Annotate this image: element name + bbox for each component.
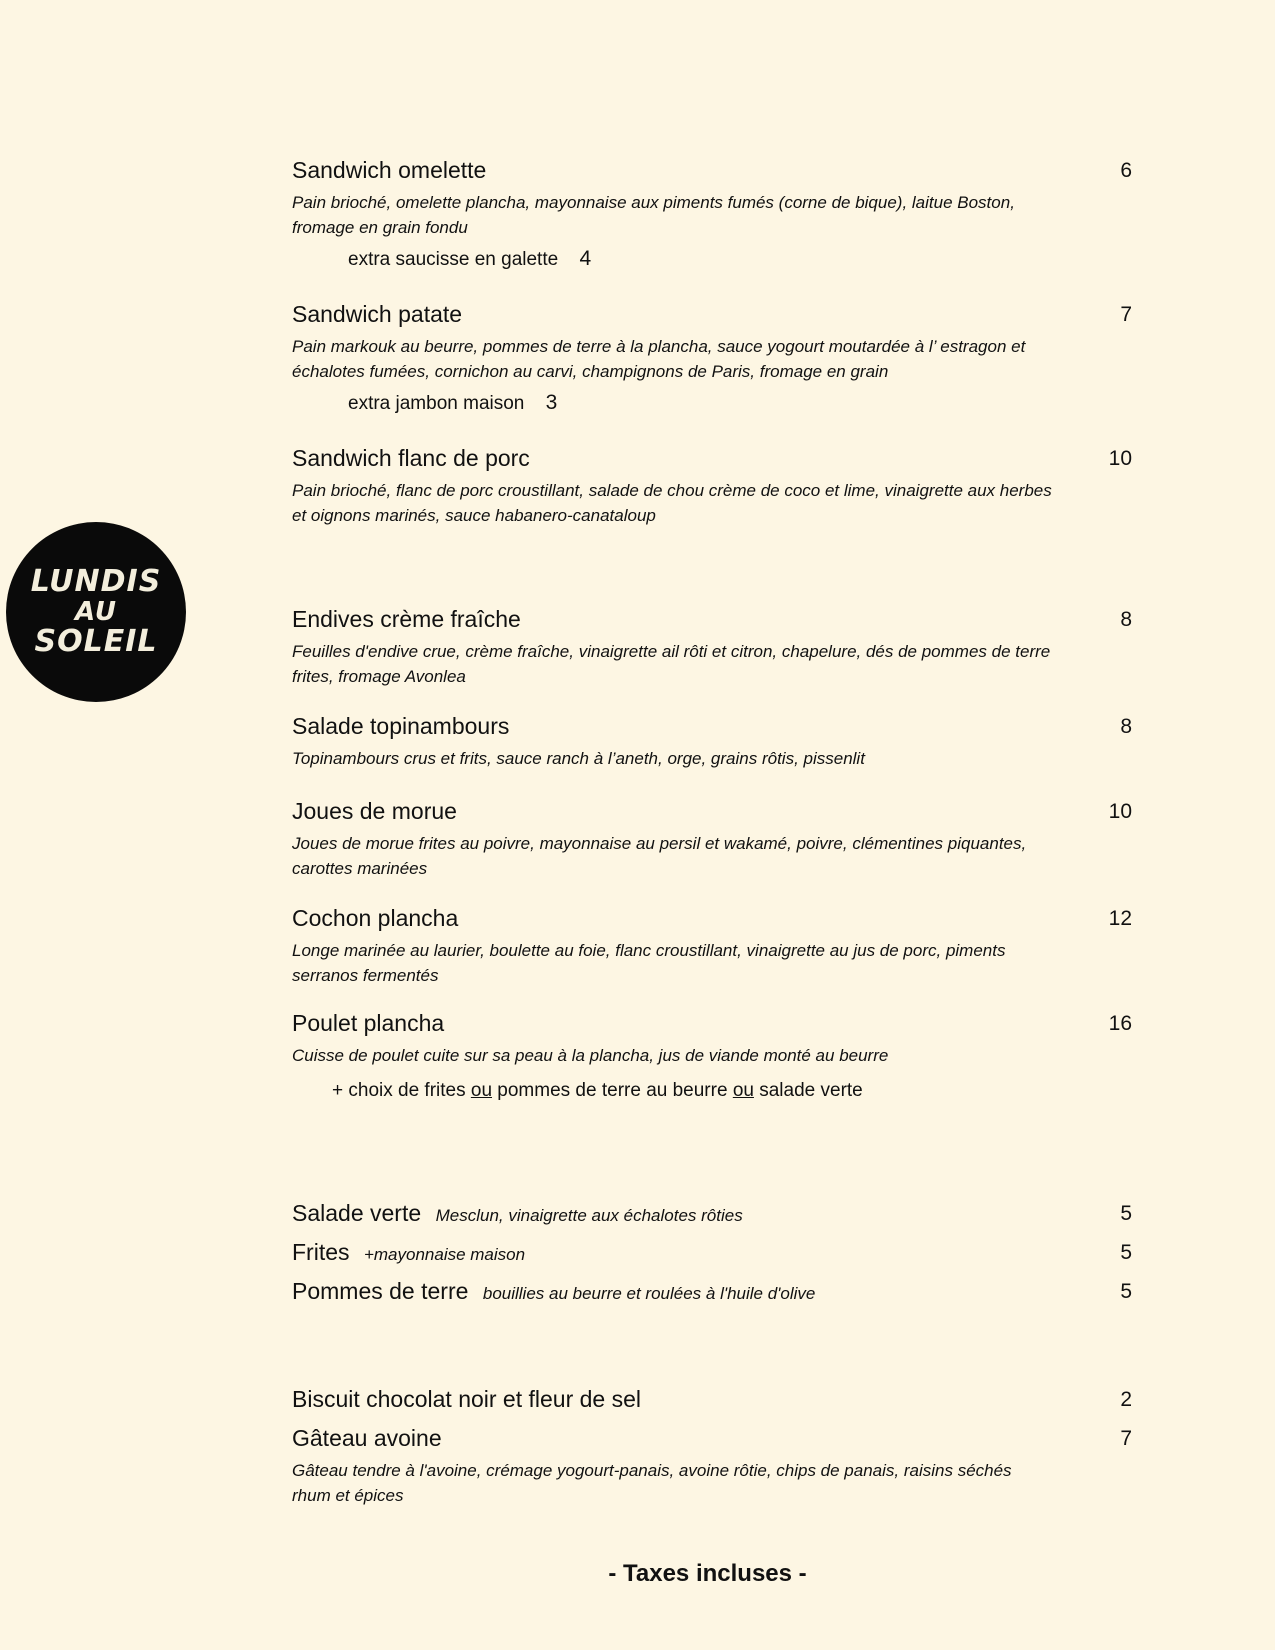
choice-suffix: salade verte (759, 1080, 863, 1101)
extra-label: extra jambon maison (348, 393, 525, 414)
item-price: 8 (1120, 715, 1132, 738)
menu-item-sandwich-flanc-de-porc (292, 444, 1132, 528)
logo-line-3: SOLEIL (34, 624, 158, 659)
choice-or-2: ou (732, 1080, 754, 1101)
item-name: Frites (292, 1239, 350, 1265)
item-name: Sandwich patate (292, 301, 463, 327)
item-description: Gâteau tendre à l'avoine, crémage yogourt-panais, avoine rôtie, chips de panais, raisins séchés rhum et épices (292, 1461, 1012, 1505)
item-description: Topinambours crus et frits, sauce ranch à l’aneth, orge, grains rôtis, pissenlit (292, 749, 865, 768)
menu-item-poulet-plancha (292, 1009, 1132, 1104)
item-extra (348, 390, 1132, 417)
dessert-item-gateau-avoine (292, 1424, 1132, 1508)
item-description: Feuilles d'endive crue, crème fraîche, vinaigrette ail rôti et citron, chapelure, dés de pommes de terre frites, fromage Avonlea (292, 642, 1051, 686)
menu-item-endives (292, 605, 1132, 689)
item-price: 7 (1120, 1427, 1132, 1450)
item-price: 10 (1108, 447, 1132, 470)
item-price: 16 (1108, 1012, 1132, 1035)
item-name: Cochon plancha (292, 905, 459, 931)
item-price: 5 (1120, 1241, 1132, 1264)
item-name: Gâteau avoine (292, 1425, 442, 1451)
menu-item-joues-de-morue (292, 797, 1132, 881)
extra-price: 4 (579, 247, 592, 270)
side-item-salade-verte (292, 1199, 1132, 1227)
item-description: +mayonnaise maison (363, 1245, 526, 1264)
side-item-frites (292, 1238, 1132, 1266)
item-description: Pain brioché, omelette plancha, mayonnaise aux piments fumés (corne de bique), laitue Boston, fromage en grain fondu (292, 193, 1015, 237)
item-price: 5 (1120, 1202, 1132, 1225)
item-price: 10 (1108, 800, 1132, 823)
item-name: Salade verte (292, 1200, 422, 1226)
item-name: Poulet plancha (292, 1010, 445, 1036)
item-price: 7 (1120, 303, 1132, 326)
menu-item-salade-topinambours (292, 712, 1132, 771)
item-price: 6 (1120, 159, 1132, 182)
side-choice (332, 1078, 1132, 1104)
item-name: Endives crème fraîche (292, 606, 521, 632)
item-description: Mesclun, vinaigrette aux échalotes rôties (435, 1206, 743, 1225)
extra-label: extra saucisse en galette (348, 249, 559, 270)
side-item-pommes-de-terre (292, 1277, 1132, 1305)
item-price: 12 (1108, 907, 1132, 930)
choice-mid: pommes de terre au beurre (497, 1080, 728, 1101)
taxes-note: - Taxes incluses - (608, 1560, 807, 1587)
item-price: 2 (1120, 1388, 1132, 1411)
item-name: Sandwich omelette (292, 157, 487, 183)
extra-price: 3 (545, 391, 558, 414)
logo-line-2: AU (74, 597, 118, 627)
choice-or-1: ou (470, 1080, 493, 1101)
item-name: Sandwich flanc de porc (292, 445, 530, 471)
item-extra (348, 246, 1132, 273)
logo-line-1: LUNDIS (30, 564, 162, 599)
item-description: Joues de morue frites au poivre, mayonnaise au persil et wakamé, poivre, clémentines piquantes, carottes marinées (292, 834, 1027, 878)
dessert-item-biscuit (292, 1385, 1132, 1413)
choice-prefix: + choix de frites (332, 1080, 466, 1101)
item-price: 5 (1120, 1280, 1132, 1303)
item-description: bouillies au beurre et roulées à l'huile d'olive (482, 1284, 816, 1303)
item-price: 8 (1120, 608, 1132, 631)
menu-item-sandwich-omelette (292, 156, 1132, 273)
menu-item-sandwich-patate (292, 300, 1132, 417)
item-name: Joues de morue (292, 798, 457, 824)
lundis-au-soleil-logo (6, 522, 186, 702)
item-description: Longe marinée au laurier, boulette au foie, flanc croustillant, vinaigrette au jus de porc, piments serranos fermentés (292, 941, 1006, 985)
item-description: Cuisse de poulet cuite sur sa peau à la plancha, jus de viande monté au beurre (292, 1046, 889, 1065)
item-description: Pain brioché, flanc de porc croustillant, salade de chou crème de coco et lime, vinaigrette aux herbes et oignons marinés, sauce habanero-canataloup (292, 481, 1052, 525)
menu-item-cochon-plancha (292, 904, 1132, 988)
item-name: Pommes de terre (292, 1278, 469, 1304)
item-description: Pain markouk au beurre, pommes de terre à la plancha, sauce yogourt moutardée à l’ estragon et échalotes fumées, cornichon au carvi, champignons de Paris, fromage en grain (292, 337, 1026, 381)
item-name: Salade topinambours (292, 713, 510, 739)
item-name: Biscuit chocolat noir et fleur de sel (292, 1386, 642, 1412)
